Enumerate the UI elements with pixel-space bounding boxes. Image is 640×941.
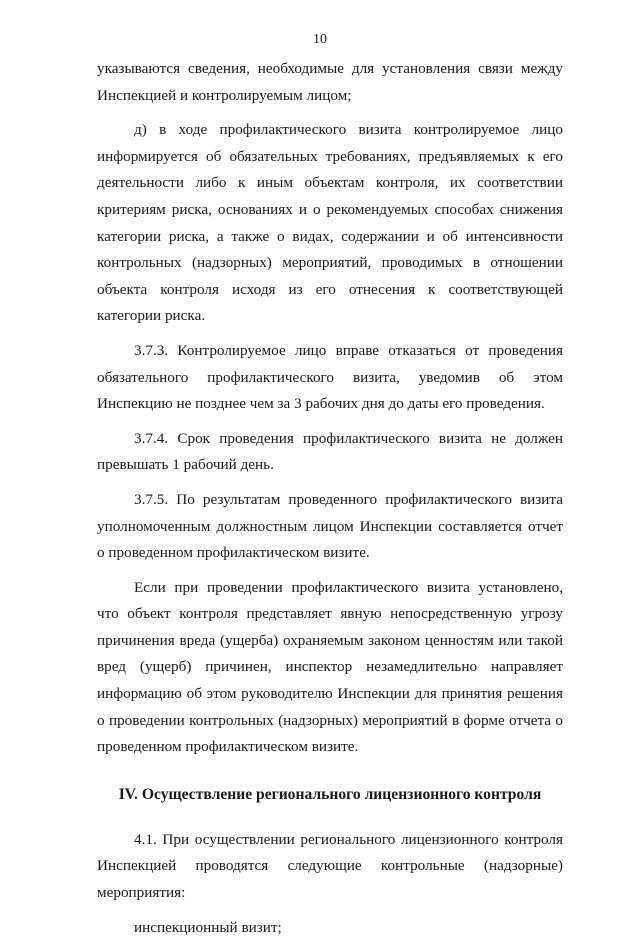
paragraph-3-7-3: 3.7.3. Контролируемое лицо вправе отказаться от проведения обязательного профилактического визита, уведомив об этом Инспекцию не позднее чем за 3 рабочих дня до даты его проведения. [97,341,563,413]
section-heading-iv: IV. Осуществление регионального лицензионного контроля [118,785,542,803]
paragraph-threat-report: Если при проведении профилактического визита установлено, что объект контроля представляет явную непосредственную угрозу причинения вреда (ущерба) охраняемым законом ценностям или такой вред (ущерб) причинен, инспектор незамедлительно направляет информацию об этом руководителю Инспекции для принятия решения о проведении контрольных (надзорных) мероприятий в форме отчета о проведенном профилактическом визите. [97,578,563,756]
document-body [97,56,563,941]
paragraph-4-1: 4.1. При осуществлении регионального лицензионного контроля Инспекцией проводятся следующие контрольные (надзорные) мероприятия: [97,830,563,902]
page-number: 10 [313,32,327,47]
paragraph-contact-info: указываются сведения, необходимые для установления связи между Инспекцией и контролируемым лицом; [97,60,563,104]
paragraph-inspection-visit: инспекционный визит; [134,918,282,936]
paragraph-3-7-4: 3.7.4. Срок проведения профилактического визита не должен превышать 1 рабочий день. [97,429,563,474]
paragraph-item-d: д) в ходе профилактического визита контролируемое лицо информируется об обязательных требованиях, предъявляемых к его деятельности либо к иным объектам контроля, их соответствии критериям риска, основаниях и о рекомендуемых способах снижения категории риска, а также о видах, содержании и об интенсивности контрольных (надзорных) мероприятий, проводимых в отношении объекта контроля исходя из его отнесения к соответствующей категории риска. [97,121,563,325]
paragraph-3-7-5: 3.7.5. По результатам проведенного профилактического визита уполномоченным должностным лицом Инспекции составляется отчет о проведенном профилактическом визите. [97,490,563,562]
